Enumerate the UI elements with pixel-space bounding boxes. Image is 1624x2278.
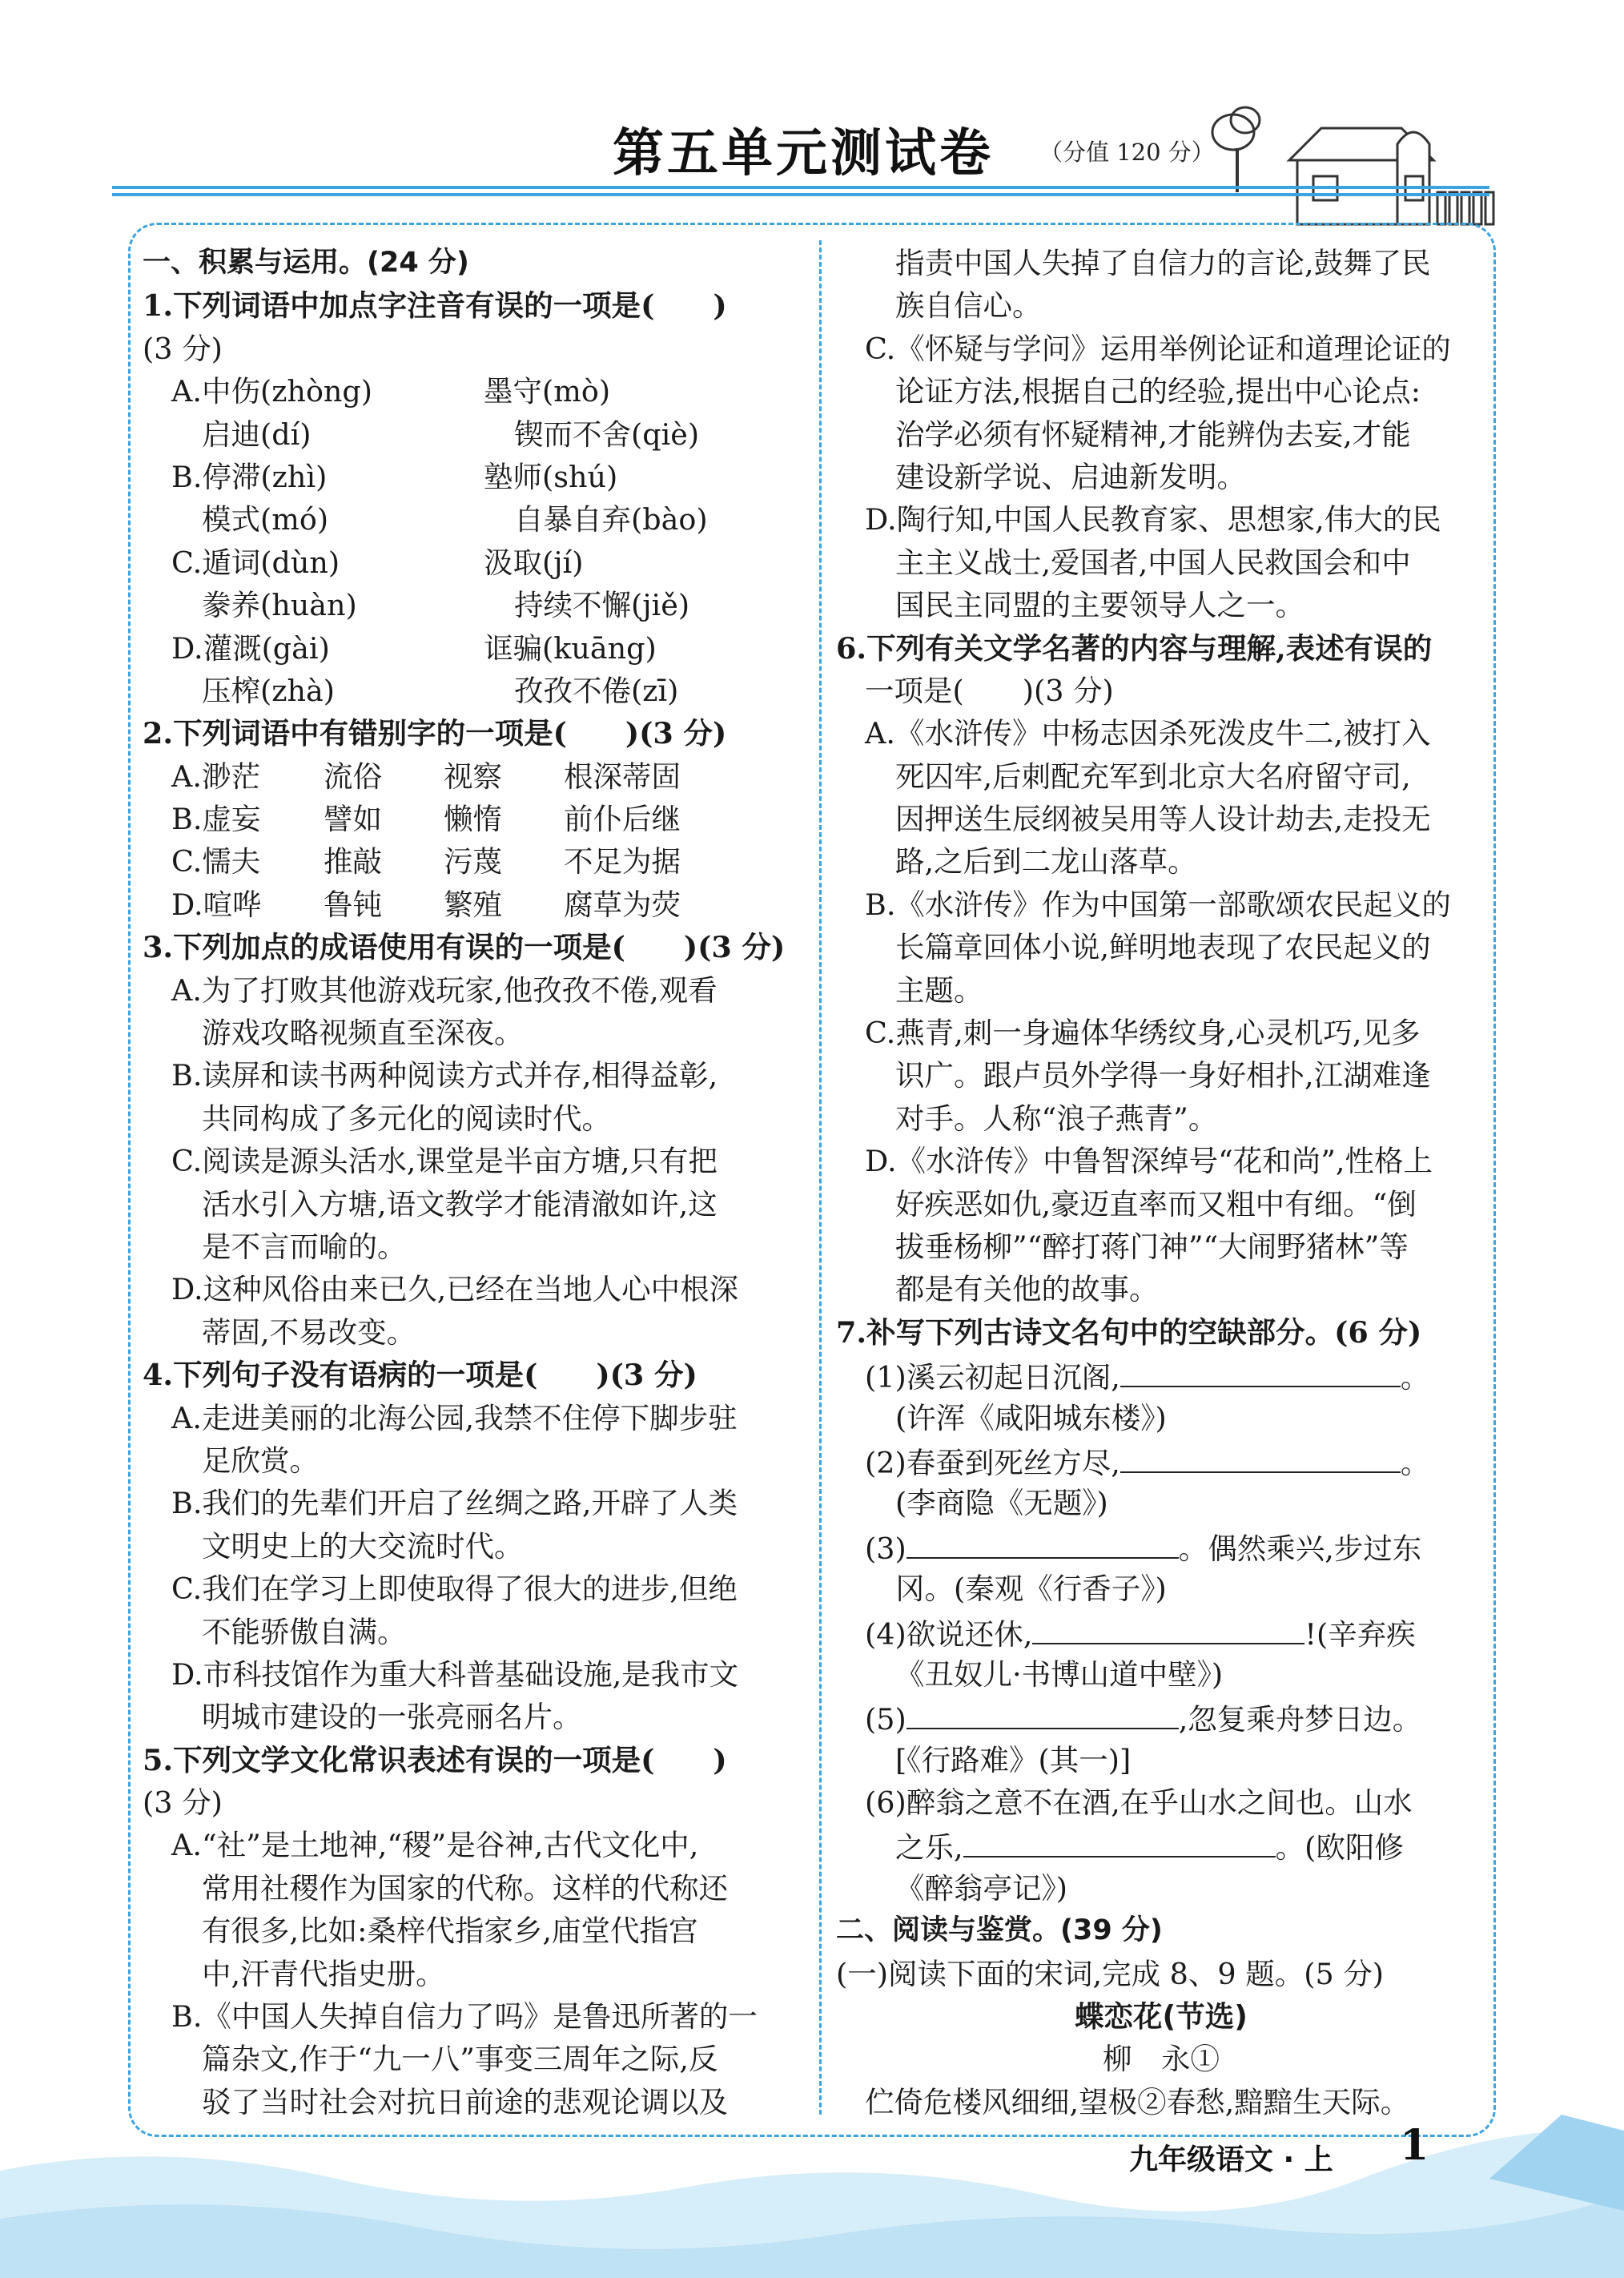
line-text: B.《中国人失掉自信力了吗》是鲁迅所著的一 <box>171 1999 758 2035</box>
text-line <box>836 584 1486 626</box>
text-line <box>836 1397 1486 1439</box>
text-line <box>143 1439 795 1482</box>
text-line <box>143 755 795 798</box>
text-line <box>143 712 795 755</box>
line-text: B.我们的先辈们开启了丝绸之路,开辟了人类 <box>171 1486 738 1521</box>
line-text: 2.下列词语中有错别字的一项是( )(3 分) <box>143 716 727 751</box>
line-text: 中,汗青代指史册。 <box>202 1956 445 1991</box>
option-word: C.懦夫 <box>171 844 261 879</box>
text-line <box>836 1012 1486 1054</box>
option-word: 腐草为荧 <box>564 887 681 922</box>
line-text: 论证方法,根据自己的经验,提出中心论点: <box>895 374 1421 409</box>
option-word: 譬如 <box>324 802 382 837</box>
text-line <box>836 670 1486 712</box>
option-word: 污蔑 <box>444 844 502 879</box>
line-text: 柳 永① <box>1103 2042 1220 2077</box>
option-word: 懒惰 <box>444 802 502 837</box>
text-line <box>143 1953 795 1995</box>
text-line <box>836 1226 1486 1268</box>
page-number: 1 <box>1400 2121 1429 2170</box>
page-header <box>0 0 1624 208</box>
option-right: 塾师(shú) <box>484 459 618 494</box>
text-line <box>836 1824 1486 1866</box>
option-word: 鲁钝 <box>324 887 382 922</box>
text-line <box>836 1696 1486 1738</box>
line-text: 明城市建设的一张亮丽名片。 <box>202 1700 582 1735</box>
line-text: (李商隐《无题》) <box>895 1486 1108 1521</box>
text-line <box>836 1054 1486 1097</box>
answer-blank[interactable] <box>1032 1611 1304 1644</box>
line-text-after: 。 <box>1400 1445 1430 1480</box>
text-line <box>143 1867 795 1910</box>
option-right: 自暴自弃(bào) <box>514 502 708 537</box>
line-text: 共同构成了多元化的阅读时代。 <box>202 1101 611 1136</box>
line-text: (3 分) <box>143 1785 223 1821</box>
line-text: 长篇章回体小说,鲜明地表现了农民起义的 <box>895 930 1431 965</box>
line-text: 好疾恶如仇,豪迈直率而又粗中有细。“倒 <box>895 1186 1417 1222</box>
text-line <box>836 413 1486 456</box>
text-line <box>143 926 795 968</box>
line-text: (6)醉翁之意不在酒,在乎山水之间也。山水 <box>865 1785 1413 1821</box>
text-line <box>143 1311 795 1354</box>
text-line <box>836 284 1486 327</box>
line-text-after: !(辛弃疾 <box>1304 1616 1416 1652</box>
score-note: （分值 120 分） <box>1039 139 1215 166</box>
line-text: D.这种风俗由来已久,已经在当地人心中根深 <box>171 1272 739 1307</box>
line-text: A.走进美丽的北海公园,我禁不住停下脚步驻 <box>171 1400 738 1435</box>
line-text: (2)春蚕到死丝方尽, <box>865 1445 1120 1480</box>
text-line <box>143 883 795 926</box>
line-text: 拔垂杨柳”“醉打蒋门神”“大闹野猪林”等 <box>895 1229 1409 1264</box>
text-line <box>836 969 1486 1012</box>
line-text: 之乐, <box>895 1830 963 1865</box>
text-line <box>836 926 1486 968</box>
line-text: 指责中国人失掉了自信力的言论,鼓舞了民 <box>895 246 1431 280</box>
line-text: 1.下列词语中加点字注音有误的一项是( ) <box>143 288 727 324</box>
text-line <box>836 712 1486 755</box>
line-text: C.我们在学习上即使取得了很大的进步,但绝 <box>171 1572 738 1607</box>
text-line <box>836 883 1486 926</box>
line-text-after: ,忽复乘舟梦日边。 <box>1178 1702 1422 1737</box>
line-text: 7.补写下列古诗文名句中的空缺部分。(6 分) <box>836 1314 1422 1350</box>
header-stripes <box>112 186 1489 197</box>
text-line <box>836 242 1486 284</box>
option-word: B.虚妄 <box>171 802 261 837</box>
line-text: 死囚牢,后刺配充军到北京大名府留守司, <box>895 759 1411 794</box>
line-text: 因押送生辰纲被吴用等人设计劫去,走投无 <box>895 802 1431 837</box>
text-line <box>836 456 1486 498</box>
line-text: A.为了打败其他游戏玩家,他孜孜不倦,观看 <box>171 972 718 1008</box>
line-text: 国民主同盟的主要领导人之一。 <box>895 588 1304 623</box>
line-text: 蒂固,不易改变。 <box>202 1314 416 1350</box>
text-line <box>143 370 795 413</box>
text-line <box>143 1824 795 1866</box>
text-line <box>143 1568 795 1610</box>
text-line <box>143 456 795 498</box>
text-line <box>836 798 1486 840</box>
answer-blank[interactable] <box>906 1696 1179 1729</box>
line-text: B.《水浒传》作为中国第一部歌颂农民起义的 <box>865 887 1451 922</box>
text-line <box>143 1611 795 1653</box>
answer-blank[interactable] <box>963 1824 1276 1857</box>
option-left: 豢养(huàn) <box>202 588 357 623</box>
line-text: (3 分) <box>143 331 223 366</box>
line-text: 建设新学说、启迪新发明。 <box>895 459 1246 494</box>
text-line <box>143 1781 795 1824</box>
line-text: C.《怀疑与学问》运用举例论证和道理论证的 <box>865 331 1451 366</box>
option-left: A.中伤(zhòng) <box>171 374 373 409</box>
line-text: (一)阅读下面的宋词,完成 8、9 题。(5 分) <box>836 1956 1385 1991</box>
option-word: 不足为据 <box>564 844 681 879</box>
text-line <box>836 1140 1486 1182</box>
text-line <box>143 798 795 840</box>
line-text: 一、积累与运用。(24 分) <box>143 247 469 279</box>
text-line <box>143 584 795 626</box>
line-text: A.“社”是土地神,“稷”是谷神,古代文化中, <box>171 1828 699 1863</box>
text-line <box>143 1268 795 1310</box>
line-text: 族自信心。 <box>895 288 1042 324</box>
line-text: C.燕青,刺一身遍体华绣纹身,心灵机巧,见多 <box>865 1016 1421 1051</box>
option-right: 诓骗(kuāng) <box>484 630 657 666</box>
text-line <box>836 1611 1486 1653</box>
line-text: 6.下列有关文学名著的内容与理解,表述有误的 <box>836 630 1433 666</box>
line-text: 《醉翁亭记》) <box>895 1870 1067 1906</box>
line-text: (1)溪云初起日沉阁, <box>865 1360 1120 1395</box>
option-left: 压榨(zhà) <box>202 673 335 708</box>
text-line <box>143 1140 795 1182</box>
text-line <box>836 498 1486 541</box>
text-line <box>143 1354 795 1396</box>
text-line <box>836 1268 1486 1310</box>
text-line <box>143 840 795 883</box>
line-text: 足欣赏。 <box>202 1443 319 1478</box>
text-line <box>143 242 795 284</box>
text-line <box>836 1953 1486 1995</box>
line-text: 主主义战士,爱国者,中国人民救国会和中 <box>895 545 1411 580</box>
text-line <box>143 1054 795 1097</box>
text-line <box>143 328 795 370</box>
text-line <box>143 1910 795 1952</box>
text-line <box>143 1397 795 1439</box>
line-text: 活水引入方塘,语文教学才能清澈如许,这 <box>202 1186 718 1222</box>
line-text: 篇杂文,作于“九一八”事变三周年之际,反 <box>202 2042 718 2077</box>
text-line <box>836 840 1486 883</box>
text-line <box>836 1995 1486 2038</box>
text-line <box>836 1097 1486 1140</box>
option-word: D.喧哗 <box>171 887 262 922</box>
text-line <box>836 2038 1486 2080</box>
line-text: (3) <box>865 1531 906 1566</box>
text-line <box>836 1354 1486 1396</box>
text-line <box>143 1012 795 1054</box>
text-line <box>143 1696 795 1738</box>
text-line <box>836 1739 1486 1781</box>
line-text: (许浑《咸阳城东楼》) <box>895 1400 1167 1435</box>
line-text: [《行路难》(其一)] <box>895 1742 1132 1777</box>
text-line <box>836 1781 1486 1824</box>
text-line <box>836 1183 1486 1226</box>
house-tree-illustration <box>1201 96 1505 232</box>
text-line <box>836 1653 1486 1696</box>
line-text: 游戏攻略视频直至深夜。 <box>202 1016 524 1051</box>
text-line <box>143 2038 795 2080</box>
line-text: (5) <box>865 1702 906 1737</box>
option-word: 繁殖 <box>444 887 502 922</box>
line-text: 《丑奴儿·书博山道中壁》) <box>895 1656 1224 1692</box>
text-line <box>143 627 795 670</box>
left-column <box>143 242 795 2123</box>
line-text: C.阅读是源头活水,课堂是半亩方塘,只有把 <box>171 1144 718 1179</box>
right-column <box>836 242 1486 2123</box>
option-word: 流俗 <box>324 759 382 794</box>
line-text: (4)欲说还休, <box>865 1616 1033 1652</box>
option-word: 根深蒂固 <box>564 759 681 794</box>
text-line <box>143 1226 795 1268</box>
option-word: A.渺茫 <box>171 759 260 794</box>
answer-blank[interactable] <box>906 1525 1179 1559</box>
line-text-after: 。 <box>1400 1360 1430 1395</box>
text-line <box>143 1183 795 1226</box>
line-text: 识广。跟卢员外学得一身好相扑,江湖难逢 <box>895 1058 1431 1093</box>
text-line <box>143 1482 795 1524</box>
option-word: 前仆后继 <box>564 802 681 837</box>
line-text: 冈。(秦观《行香子》) <box>895 1572 1167 1607</box>
line-text: 路,之后到二龙山落草。 <box>895 844 1197 879</box>
text-line <box>143 1525 795 1568</box>
option-word: 推敲 <box>324 844 382 879</box>
line-text: D.陶行知,中国人民教育家、思想家,伟大的民 <box>865 502 1441 537</box>
page-title: 第五单元测试卷 <box>613 124 994 183</box>
text-line <box>836 328 1486 370</box>
line-text: 5.下列文学文化常识表述有误的一项是( ) <box>143 1742 727 1777</box>
line-text: 二、阅读与鉴赏。(39 分) <box>836 1914 1163 1947</box>
option-right: 锲而不舍(qiè) <box>514 417 700 452</box>
line-text: 一项是( )(3 分) <box>865 673 1114 708</box>
text-line <box>143 1653 795 1696</box>
answer-blank[interactable] <box>1120 1439 1401 1473</box>
grade-label: 九年级语文 · 上 <box>1129 2143 1333 2176</box>
text-line <box>836 1439 1486 1482</box>
text-line <box>836 627 1486 670</box>
text-line <box>143 670 795 712</box>
text-line <box>836 755 1486 798</box>
line-text: 主题。 <box>895 972 983 1008</box>
line-text: A.《水浒传》中杨志因杀死泼皮牛二,被打入 <box>865 716 1431 751</box>
text-line <box>836 1910 1486 1952</box>
line-text-after: 。(欧阳修 <box>1275 1830 1404 1865</box>
line-text: 对手。人称“浪子燕青”。 <box>895 1101 1218 1136</box>
line-text: 不能骄傲自满。 <box>202 1614 407 1649</box>
column-divider <box>819 240 822 2115</box>
text-line <box>143 1097 795 1140</box>
wave-decoration <box>0 2083 1624 2278</box>
line-text: D.市科技馆作为重大科普基础设施,是我市文 <box>171 1656 739 1692</box>
text-line <box>836 1482 1486 1524</box>
text-line <box>143 1739 795 1781</box>
line-text: D.《水浒传》中鲁智深绰号“花和尚”,性格上 <box>865 1144 1433 1179</box>
line-text: 文明史上的大交流时代。 <box>202 1528 524 1564</box>
option-right: 持续不懈(jiě) <box>514 588 690 623</box>
option-left: B.停滞(zhì) <box>171 459 328 494</box>
line-text-after: 。偶然乘兴,步过东 <box>1178 1531 1422 1566</box>
line-text: 常用社稷作为国家的代称。这样的代称还 <box>202 1870 728 1906</box>
option-word: 视察 <box>444 759 502 794</box>
answer-blank[interactable] <box>1120 1354 1401 1387</box>
line-text: B.读屏和读书两种阅读方式并存,相得益彰, <box>171 1058 718 1093</box>
line-text: 都是有关他的故事。 <box>895 1272 1159 1307</box>
text-line <box>836 541 1486 584</box>
line-text: 有很多,比如:桑梓代指家乡,庙堂代指宫 <box>202 1914 698 1949</box>
option-right: 汲取(jí) <box>484 545 584 580</box>
text-line <box>143 541 795 584</box>
text-line <box>836 1525 1486 1568</box>
text-line <box>143 498 795 541</box>
line-text: 伫倚危楼风细细,望极②春愁,黯黯生天际。 <box>865 2084 1410 2119</box>
line-text: 3.下列加点的成语使用有误的一项是( )(3 分) <box>143 930 786 965</box>
text-line <box>143 413 795 456</box>
line-text: 蝶恋花(节选) <box>1075 1999 1248 2035</box>
text-line <box>836 370 1486 413</box>
option-right: 孜孜不倦(zī) <box>514 673 679 708</box>
text-line <box>143 1995 795 2038</box>
line-text: 4.下列句子没有语病的一项是( )(3 分) <box>143 1358 697 1393</box>
text-line <box>143 284 795 327</box>
option-right: 墨守(mò) <box>484 374 611 409</box>
line-text: 是不言而喻的。 <box>202 1229 407 1264</box>
text-line <box>836 1568 1486 1610</box>
text-line <box>836 1867 1486 1910</box>
option-left: 模式(mó) <box>202 502 329 537</box>
line-text: 驳了当时社会对抗日前途的悲观论调以及 <box>202 2084 728 2119</box>
option-left: 启迪(dí) <box>202 417 312 452</box>
option-left: D.灌溉(gài) <box>171 630 330 666</box>
text-line <box>143 969 795 1012</box>
option-left: C.遁词(dùn) <box>171 545 340 580</box>
line-text: 治学必须有怀疑精神,才能辨伪去妄,才能 <box>895 417 1411 452</box>
text-line <box>836 1311 1486 1354</box>
